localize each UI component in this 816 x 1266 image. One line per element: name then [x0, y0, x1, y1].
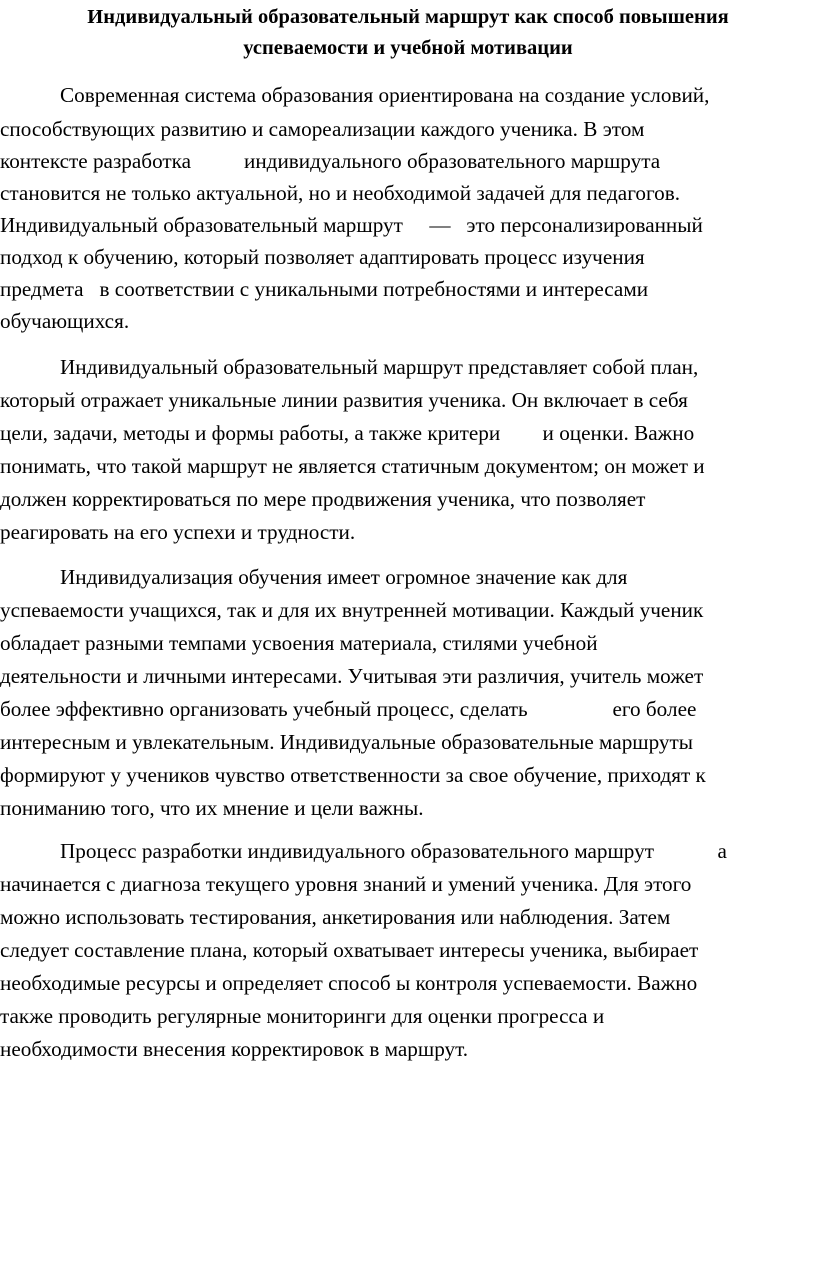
text-line: необходимости внесения корректировок в маршрут.	[0, 1037, 469, 1061]
text-line: начинается с диагноза текущего уровня знаний и умений ученика. Для этого	[0, 872, 692, 896]
text-line: реагировать на его успехи и трудности.	[0, 520, 356, 544]
text-line: Процесс разработки индивидуального образовательного маршрут а	[60, 839, 727, 863]
text-line: должен корректироваться по мере продвижения ученика, что позволяет	[0, 487, 646, 511]
text-line: контексте разработка индивидуального образовательного маршрута	[0, 149, 661, 173]
text-line: способствующих развитию и самореализации каждого ученика. В этом	[0, 117, 645, 141]
text-line: цели, задачи, методы и формы работы, а также критери и оценки. Важно	[0, 421, 695, 445]
text-line: становится не только актуальной, но и необходимой задачей для педагогов.	[0, 181, 681, 205]
text-line: можно использовать тестирования, анкетирования или наблюдения. Затем	[0, 905, 671, 929]
text-line: необходимые ресурсы и определяет способ ы контроля успеваемости. Важно	[0, 971, 698, 995]
title-line-2: успеваемости и учебной мотивации	[243, 37, 573, 59]
text-line: интересным и увлекательным. Индивидуальные образовательные маршруты	[0, 730, 694, 754]
text-line: деятельности и личными интересами. Учитывая эти различия, учитель может	[0, 664, 704, 688]
text-line: также проводить регулярные мониторинги для оценки прогресса и	[0, 1004, 605, 1028]
text-line: обладает разными темпами усвоения материала, стилями учебной	[0, 631, 598, 655]
title-line-1: Индивидуальный образовательный маршрут как способ повышения	[87, 6, 729, 28]
text-line: который отражает уникальные линии развития ученика. Он включает в себя	[0, 388, 688, 412]
text-line: предмета в соответствии с уникальными потребностями и интересами	[0, 277, 649, 301]
document-title	[0, 2, 816, 64]
text-line: пониманию того, что их мнение и цели важны.	[0, 796, 424, 820]
text-line: следует составление плана, который охватывает интересы ученика, выбирает	[0, 938, 699, 962]
text-line: успеваемости учащихся, так и для их внутренней мотивации. Каждый ученик	[0, 598, 704, 622]
text-line: Индивидуальный образовательный маршрут — это персонализированный	[0, 213, 703, 237]
text-line: более эффективно организовать учебный процесс, сделать его более	[0, 697, 697, 721]
text-line: Индивидуальный образовательный маршрут представляет собой план,	[60, 355, 699, 379]
text-line: понимать, что такой маршрут не является статичным документом; он может и	[0, 454, 705, 478]
text-line: подход к обучению, который позволяет адаптировать процесс изучения	[0, 245, 645, 269]
text-line: Современная система образования ориентирована на создание условий,	[60, 83, 710, 107]
text-line: обучающихся.	[0, 309, 130, 333]
text-line: формируют у учеников чувство ответственности за свое обучение, приходят к	[0, 763, 706, 787]
text-line: Индивидуализация обучения имеет огромное значение как для	[60, 565, 628, 589]
